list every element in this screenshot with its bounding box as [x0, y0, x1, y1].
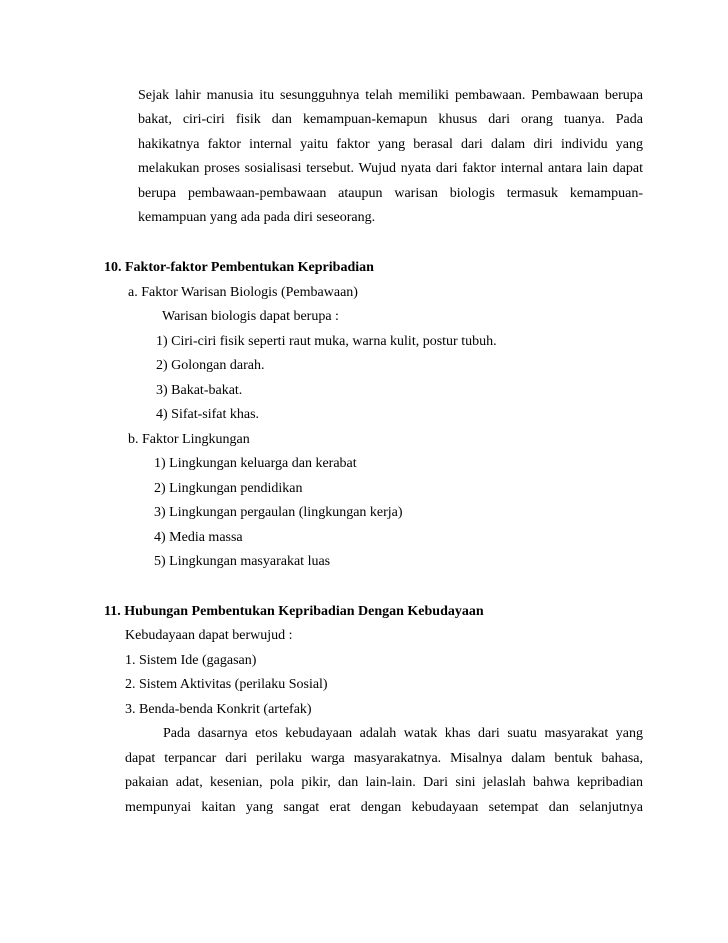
text-line: pakaian adat, kesenian, pola pikir, dan lain-lain. Dari sini jelaslah bahwa kepribadian [125, 775, 643, 790]
list-intro: Warisan biologis dapat berupa : [162, 309, 339, 324]
text-line: kemampuan yang ada pada diri seseorang. [138, 210, 376, 225]
text-line: hakikatnya faktor internal yaitu faktor yang berasal dari dalam diri individu yang [138, 137, 643, 152]
text-line: berupa pembawaan-pembawaan ataupun warisan biologis termasuk kemampuan- [138, 186, 643, 201]
text-line: mempunyai kaitan yang sangat erat dengan kebudayaan setempat dan selanjutnya [125, 800, 643, 815]
list-item: 1) Ciri-ciri fisik seperti raut muka, warna kulit, postur tubuh. [156, 334, 497, 349]
list-label: b. Faktor Lingkungan [128, 432, 250, 447]
list-item: 4) Sifat-sifat khas. [156, 407, 260, 422]
list-item: 4) Media massa [154, 530, 243, 545]
list-label: a. Faktor Warisan Biologis (Pembawaan) [128, 285, 358, 300]
list-item: 2) Golongan darah. [156, 358, 265, 373]
list-item: 1. Sistem Ide (gagasan) [125, 653, 257, 668]
text-line: Pada dasarnya etos kebudayaan adalah watak khas dari suatu masyarakat yang [163, 726, 643, 741]
list-intro: Kebudayaan dapat berwujud : [125, 628, 293, 643]
list-item: 3) Bakat-bakat. [156, 383, 243, 398]
text-line: melakukan proses sosialisasi tersebut. Wujud nyata dari faktor internal antara lain dapat [138, 161, 643, 176]
section-heading: 11. Hubungan Pembentukan Kepribadian Dengan Kebudayaan [104, 604, 484, 619]
list-item: 2. Sistem Aktivitas (perilaku Sosial) [125, 677, 328, 692]
list-item: 1) Lingkungan keluarga dan kerabat [154, 456, 357, 471]
text-line: bakat, ciri-ciri fisik dan kemampuan-kemapun khusus dari orang tuanya. Pada [138, 112, 643, 127]
section-heading: 10. Faktor-faktor Pembentukan Kepribadian [104, 260, 374, 275]
text-line: dapat terpancar dari perilaku warga masyarakatnya. Misalnya dalam bentuk bahasa, [125, 751, 643, 766]
list-item: 3. Benda-benda Konkrit (artefak) [125, 702, 312, 717]
list-item: 2) Lingkungan pendidikan [154, 481, 303, 496]
list-item: 5) Lingkungan masyarakat luas [154, 554, 331, 569]
text-line: Sejak lahir manusia itu sesungguhnya telah memiliki pembawaan. Pembawaan berupa [138, 88, 643, 103]
list-item: 3) Lingkungan pergaulan (lingkungan kerja) [154, 505, 403, 520]
